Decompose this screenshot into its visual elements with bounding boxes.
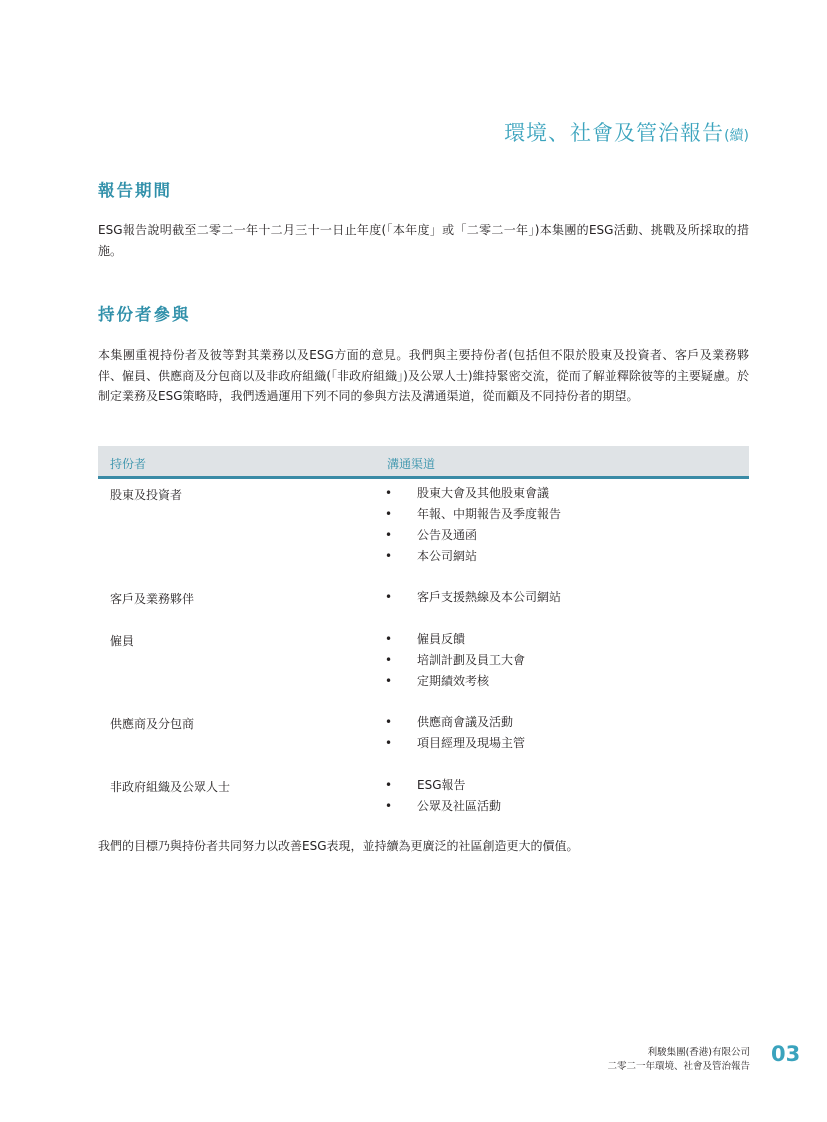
channel-text: 培訓計劃及員工大會 bbox=[417, 653, 526, 667]
bullet-icon: • bbox=[385, 528, 393, 542]
bullet-icon: • bbox=[385, 778, 393, 792]
channel-item bbox=[385, 653, 525, 674]
channel-item bbox=[385, 486, 561, 507]
bullet-icon: • bbox=[385, 799, 393, 813]
channel-text: 年報、中期報告及季度報告 bbox=[417, 507, 562, 521]
footer-report-name: 二零二一年環境、社會及管治報告 bbox=[607, 1061, 750, 1072]
channel-text: 本公司網站 bbox=[417, 549, 478, 563]
page-title-text: 環境、社會及管治報告 bbox=[504, 121, 725, 145]
period-paragraph: ESG報告說明截至二零二一年十二月三十一日止年度(「本年度」或「二零二一年」)本集團的ESG活動、挑戰及所採取的措施。 bbox=[98, 223, 749, 258]
table-header-stakeholder: 持份者 bbox=[110, 457, 147, 471]
footer-company bbox=[607, 1046, 750, 1074]
channel-text: 定期績效考核 bbox=[417, 674, 490, 688]
section-heading-stakeholders: 持份者參與 bbox=[98, 305, 191, 324]
channel-item bbox=[385, 549, 561, 570]
channel-text: ESG報告 bbox=[417, 778, 466, 792]
bullet-icon: • bbox=[385, 549, 393, 563]
table-header-channels: 溝通渠道 bbox=[387, 457, 436, 471]
closing-paragraph: 我們的目標乃與持份者共同努力以改善ESG表現，並持續為更廣泛的社區創造更大的價值。 bbox=[98, 839, 579, 853]
page-title-suffix: (續) bbox=[724, 128, 749, 144]
channel-text: 僱員反饋 bbox=[417, 632, 466, 646]
bullet-icon: • bbox=[385, 736, 393, 750]
section-heading-period: 報告期間 bbox=[98, 181, 172, 200]
bullet-icon: • bbox=[385, 590, 393, 604]
bullet-icon: • bbox=[385, 674, 393, 688]
channel-item bbox=[385, 674, 525, 695]
bullet-icon: • bbox=[385, 653, 393, 667]
channel-item bbox=[385, 507, 561, 528]
bullet-icon: • bbox=[385, 632, 393, 646]
bullet-icon: • bbox=[385, 715, 393, 729]
bullet-icon: • bbox=[385, 507, 393, 521]
channel-item bbox=[385, 799, 501, 820]
channel-list bbox=[385, 590, 561, 611]
channel-text: 股東大會及其他股東會議 bbox=[417, 486, 550, 500]
row-stakeholder: 僱員 bbox=[110, 634, 135, 648]
channel-text: 公告及通函 bbox=[417, 528, 478, 542]
footer-company-name: 利駿集團(香港)有限公司 bbox=[647, 1047, 750, 1058]
channel-item bbox=[385, 715, 525, 736]
row-stakeholder: 非政府組織及公眾人士 bbox=[110, 780, 231, 794]
stakeholders-paragraph: 本集團重視持份者及彼等對其業務以及ESG方面的意見。我們與主要持份者(包括但不限於股東及投資者、客戶及業務夥伴、僱員、供應商及分包商以及非政府組織(「非政府組織」)及公眾人士)維持緊密交流，從而了解並釋除彼等的主要疑慮。於制定業務及ESG策略時，我們透過運用下列不同的參與方法及溝通渠道，從而顧及不同持份者的期望。 bbox=[98, 348, 749, 403]
channel-text: 公眾及社區活動 bbox=[417, 799, 502, 813]
channel-item bbox=[385, 590, 561, 611]
channel-list bbox=[385, 778, 501, 820]
channel-list bbox=[385, 715, 525, 757]
page-number: 03 bbox=[771, 1042, 801, 1066]
table-header bbox=[98, 446, 749, 479]
page-title bbox=[504, 117, 749, 147]
channel-item bbox=[385, 528, 561, 549]
channel-item bbox=[385, 632, 525, 653]
bullet-icon: • bbox=[385, 486, 393, 500]
channel-item bbox=[385, 778, 501, 799]
channel-list bbox=[385, 632, 525, 695]
channel-text: 項目經理及現場主管 bbox=[417, 736, 526, 750]
channel-text: 供應商會議及活動 bbox=[417, 715, 514, 729]
row-stakeholder: 供應商及分包商 bbox=[110, 717, 195, 731]
channel-list bbox=[385, 486, 561, 570]
row-stakeholder: 客戶及業務夥伴 bbox=[110, 592, 195, 606]
row-stakeholder: 股東及投資者 bbox=[110, 488, 183, 502]
channel-text: 客戶支援熱線及本公司網站 bbox=[417, 590, 562, 604]
channel-item bbox=[385, 736, 525, 757]
